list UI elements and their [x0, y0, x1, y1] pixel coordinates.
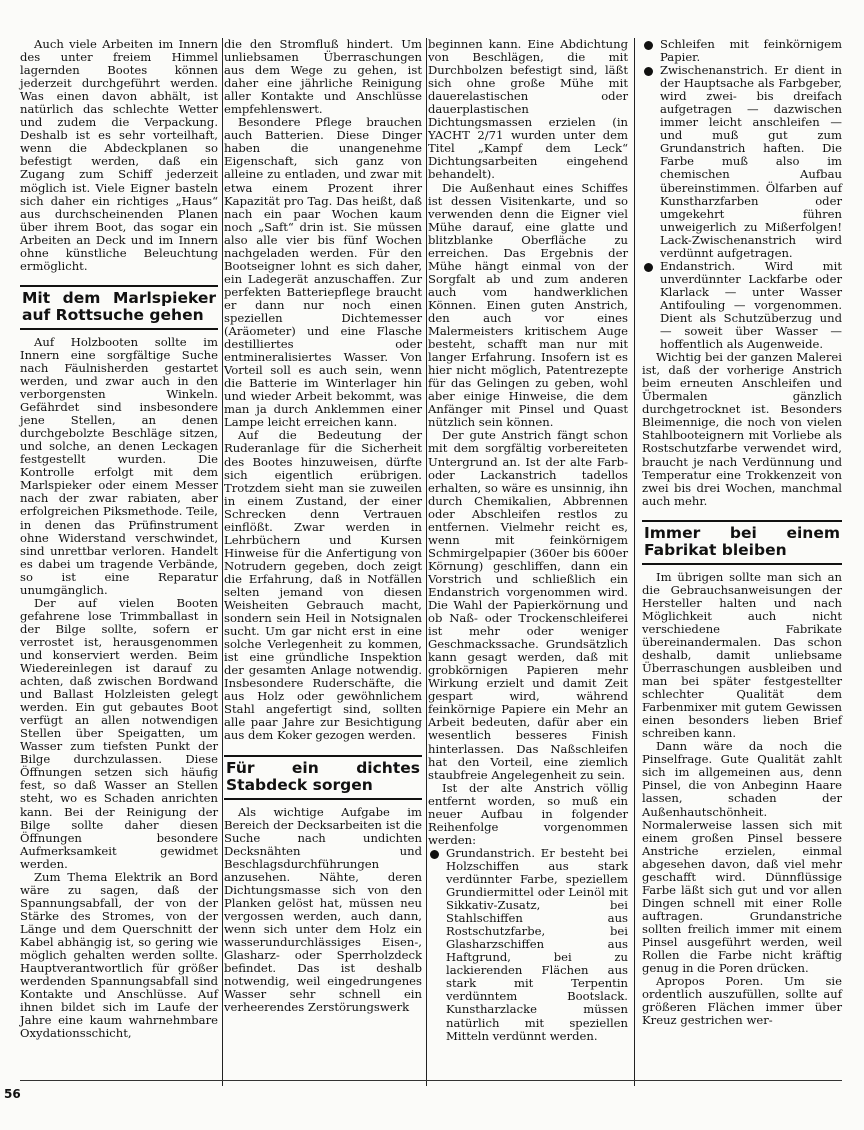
bullet-dot-icon: [644, 67, 653, 76]
paragraph: Der auf vielen Booten gefahrene lose Trimmballast in der Bilge sollte, sofern er verrostet ist, herausgenommen und konserviert werden. Beim Wiedereinlegen ist darauf zu achten, daß zwischen Bordwand und Ballast Holzleisten gelegt werden. Ein gut gebautes Boot verfügt an allen notwendigen Stellen über Speigatten, um Wasser zum tiefsten Punkt der Bilge durchzulassen. Diese Öffnungen setzen sich häufig fest, so daß Wasser an Stellen steht, wo es Schaden anrichten kann. Bei der Reinigung der Bilge sollte daher diesen Öffnungen besondere Aufmerksamkeit gewidmet werden.: [20, 595, 218, 871]
column-3: [428, 38, 628, 1043]
section-heading: Für ein dichtes Stabdeck sorgen: [226, 758, 420, 794]
paragraph: Apropos Poren. Um sie ordentlich auszufüllen, sollte auf größeren Flächen immer über Kreuz gestrichen wer-: [642, 974, 842, 1028]
bullet-dot-icon: [644, 41, 653, 50]
paragraph: beginnen kann. Eine Abdichtung von Beschlägen, die mit Durchbolzen befestigt sind, läßt sich ohne große Mühe mit dauerelastischen oder dauerplastischen Dichtungsmassen erzielen (in YACHT 2/71 wurden unter dem Titel „Kampf dem Leck“ Dichtungsarbeiten eingehend behandelt).: [428, 37, 628, 182]
bullet-dot-icon: [644, 263, 653, 272]
section-heading-box: [642, 520, 842, 565]
section-heading-box: [224, 755, 422, 800]
paragraph: Als wichtige Aufgabe im Bereich der Decksarbeiten ist die Suche nach undichten Decksnähten und Beschlagsdurchführungen anzusehen. Nähte, deren Dichtungsmasse sich von den Planken gelöst hat, müssen neu vergossen werden, auch dann, wenn sich unter dem Holz ein wasserundurchlässiges Eisen-, Glasharz- oder Sperrholzdeck befindet. Das ist deshalb notwendig, weil eingedrungenes Wasser sehr schnell ein verheerendes Zerstörungswerk: [224, 804, 422, 1015]
paragraph: Auch viele Arbeiten im Innern des unter freiem Himmel lagernden Bootes können jederzeit durchgeführt werden. Was einen davon abhält, ist natürlich das schlechte Wetter und zudem die Verpackung. Deshalb ist es sehr vorteilhaft, wenn die Abdeckplanen so befestigt werden, daß ein Zugang zum Schiff jederzeit möglich ist. Viele Eigner basteln sich daher ein richtiges „Haus“ aus durchscheinenden Planen über ihrem Boot, das sogar ein Arbeiten an Deck und im Innern ohne künstliche Beleuchtung ermöglicht.: [20, 37, 218, 273]
paragraph: Besondere Pflege brauchen auch Batterien. Diese Dinger haben die unangenehme Eigenschaft, sich ganz von alleine zu entladen, und zwar mit etwa einem Prozent ihrer Kapazität pro Tag. Das heißt, daß nach ein paar Wochen kaum noch „Saft“ drin ist. Sie müssen also alle vier bis fünf Wochen nachgeladen werden. Für den Bootseigner lohnt es sich daher, ein Ladegerät anzuschaffen. Zur perfekten Batteriepflege braucht er dann nur noch einen speziellen Dichtemesser (Aräometer) und eine Flasche destilliertes oder entmineralisiertes Wasser. Von Vorteil soll es auch sein, wenn die Batterie im Winterlager hin und wieder Arbeit bekommt, was man ja durch Anklemmen einer Lampe leicht erreichen kann.: [224, 115, 422, 430]
paragraph: Die Außenhaut eines Schiffes ist dessen Visitenkarte, und so verwenden denn die Eigner viel Mühe darauf, eine glatte und blitzblanke Oberfläche zu erreichen. Das Ergebnis der Mühe hängt einmal von der Sorgfalt ab und zum anderen auch vom handwerklichen Können. Einen guten Anstrich, den auch vor eines Malermeisters kritischem Auge besteht, schafft man nur mit langer Erfahrung. Insofern ist es hier nicht möglich, Patentrezepte für das Gelingen zu geben, wohl aber einige Hinweise, die dem Anfänger mit Pinsel und Quast nützlich sein können.: [428, 180, 628, 430]
bullet-dot-icon: [430, 850, 439, 859]
column-rule: [634, 38, 635, 1086]
page-number: 56: [4, 1087, 21, 1101]
section-heading-box: [20, 285, 218, 330]
paragraph: Auf die Bedeutung der Ruderanlage für die Sicherheit des Bootes hinzuweisen, dürfte sich eigentlich erübrigen. Trotzdem sieht man sie zuweilen in einem Zustand, der einer Schrecken denn Vertrauen einflößt. Zwar werden in Lehrbüchern und Kursen Hinweise für die Anfertigung von Notrudern gegeben, doch zeigt die Erfahrung, daß in Notfällen selten jemand von diesen Weisheiten Gebrauch macht, sondern sein Heil in Notsignalen sucht. Um gar nicht erst in eine solche Verlegenheit zu kommen, ist eine gründliche Inspektion der gesamten Anlage notwendig. Insbesondere Ruderschäfte, die aus Holz oder gewöhnlichem Stahl angefertigt sind, sollten alle paar Jahre zur Besichtigung aus dem Koker gezogen werden.: [224, 428, 422, 743]
section-heading: Immer bei einem Fabrikat bleiben: [644, 523, 840, 559]
paragraph: Dann wäre da noch die Pinselfrage. Gute Qualität zahlt sich im allgemeinen aus, denn Pinsel, die von Anbeginn Haare lassen, schaden der Außenhautschönheit. Normalerweise lassen sich mit einem großen Pinsel bessere Anstriche erzielen, einmal abgesehen davon, daß viel mehr geschafft wird. Dünnflüssige Farbe läßt sich gut und vor allen Dingen schnell mit einer Rolle auftragen. Grundanstriche sollten freilich immer mit einem Pinsel ausgeführt werden, weil Rollen die Farbe nicht kräftig genug in die Poren drücken.: [642, 739, 842, 976]
bullet-text: Zwischenanstrich. Er dient in der Hauptsache als Farbgeber, wird zwei- bis dreifach aufgetragen — dazwischen immer leicht anschleifen — und muß gut zum Grundanstrich haften. Die Farbe muß also im chemischen Aufbau übereinstimmen. Ölfarben auf Kunstharzfarben oder umgekehrt führen unweigerlich zu Mißerfolgen! Lack-Zwischenanstrich wird verdünnt aufgetragen.: [660, 63, 842, 260]
bullet-item: [642, 64, 842, 260]
paragraph: die den Stromfluß hindert. Um unliebsamen Überraschungen aus dem Wege zu gehen, ist daher eine jährliche Reinigung aller Kontakte und Anschlüsse empfehlenswert.: [224, 37, 422, 117]
section-heading: Mit dem Marlspieker auf Rottsuche gehen: [22, 288, 216, 324]
bullet-item: [428, 847, 628, 1043]
bullet-text: Endanstrich. Wird mit unverdünnter Lackfarbe oder Klarlack — unter Wasser Antifouling — vorgenommen. Dient als Schutzüberzug und — soweit über Wasser — hoffentlich als Augenweide.: [660, 258, 842, 352]
column-1: [20, 38, 218, 1040]
column-rule: [426, 38, 427, 1086]
bullet-item: [642, 38, 842, 64]
footer-rule: [20, 1080, 842, 1081]
bullet-item: [642, 260, 842, 351]
paragraph: Der gute Anstrich fängt schon mit dem sorgfältig vorbereiteten Untergrund an. Ist der alte Farb- oder Lackanstrich tadellos erhalten, so wäre es unsinnig, ihn durch Chemikalien, Abbrennen oder Abschleifen restlos zu entfernen. Vielmehr reicht es, wenn mit feinkörnigem Schmirgelpapier (360er bis 600er Körnung) geschliffen, dann ein Vorstrich und schließlich ein Endanstrich vorgenommen wird. Die Wahl der Papierkörnung und ob Naß- oder Trockenschleiferei ist mehr oder weniger Geschmackssache. Grundsätzlich kann gesagt werden, daß mit grobkörnigen Papieren mehr Wirkung erzielt und damit Zeit gespart wird, während feinkörnige Papiere ein Mehr an Arbeit bedeuten, dafür aber ein wesentlich besseres Finish hinterlassen. Das Naßschleifen hat den Vorteil, eine ziemlich staubfreie Angelegenheit zu sein.: [428, 428, 628, 782]
paragraph: Im übrigen sollte man sich an die Gebrauchsanweisungen der Hersteller halten und nach Möglichkeit auch nicht verschiedene Fabrikate übereinandermalen. Das schon deshalb, damit unliebsame Überraschungen ausbleiben und man bei später festgestellter schlechter Qualität dem Farbenmixer mit gutem Gewissen einen besonders lieben Brief schreiben kann.: [642, 569, 842, 741]
paragraph: Auf Holzbooten sollte im Innern eine sorgfältige Suche nach Fäulnisherden gestartet werden, und zwar auch in den verborgensten Winkeln. Gefährdet sind insbesondere jene Stellen, an denen durchgebolzte Beschläge sitzen, und solche, an denen Leckagen festgestellt wurden. Die Kontrolle erfolgt mit dem Marlspieker oder einem Messer nach der zwar rabiaten, aber erfolgreichen Piksmethode. Teile, in denen das Prüfinstrument ohne Widerstand verschwindet, sind unrettbar verloren. Handelt es dabei um tragende Verbände, so ist eine Reparatur unumgänglich.: [20, 334, 218, 597]
bullet-text: Schleifen mit feinkörnigem Papier.: [660, 37, 842, 65]
paragraph: Wichtig bei der ganzen Malerei ist, daß der vorherige Anstrich beim erneuten Anschleifen und Übermalen gänzlich durchgetrocknet ist. Besonders Bleimennige, die noch von vielen Stahlbooteignern mit Vorliebe als Rostschutzfarbe verwendet wird, braucht je nach Verdünnung und Temperatur eine Trokkenzeit von zwei bis drei Wochen, manchmal auch mehr.: [642, 350, 842, 508]
paragraph: Ist der alte Anstrich völlig entfernt worden, so muß ein neuer Aufbau in folgender Reihenfolge vorgenommen werden:: [428, 780, 628, 847]
column-2: [224, 38, 422, 1014]
paragraph: Zum Thema Elektrik an Bord wäre zu sagen, daß der Spannungsabfall, der von der Stärke des Stromes, von der Länge und dem Querschnitt der Kabel abhängig ist, so gering wie möglich gehalten werden sollte. Hauptverantwortlich für größer werdenden Spannungsabfall sind Kontakte und Anschlüsse. Auf ihnen bildet sich im Laufe der Jahre eine kaum wahrnehmbare Oxydationsschicht,: [20, 869, 218, 1041]
column-4: [642, 38, 842, 1027]
bullet-text: Grundanstrich. Er besteht bei Holzschiffen aus stark verdünnter Farbe, speziellem Grundiermittel oder Leinöl mit Sikkativ-Zusatz, bei Stahlschiffen aus Rostschutzfarbe, bei Glasharzschiffen aus Haftgrund, bei zu lackierenden Flächen aus stark mit Terpentin verdünntem Bootslack. Kunstharzlacke müssen natürlich mit speziellen Mitteln verdünnt werden.: [446, 845, 628, 1043]
column-rule: [222, 38, 223, 1086]
